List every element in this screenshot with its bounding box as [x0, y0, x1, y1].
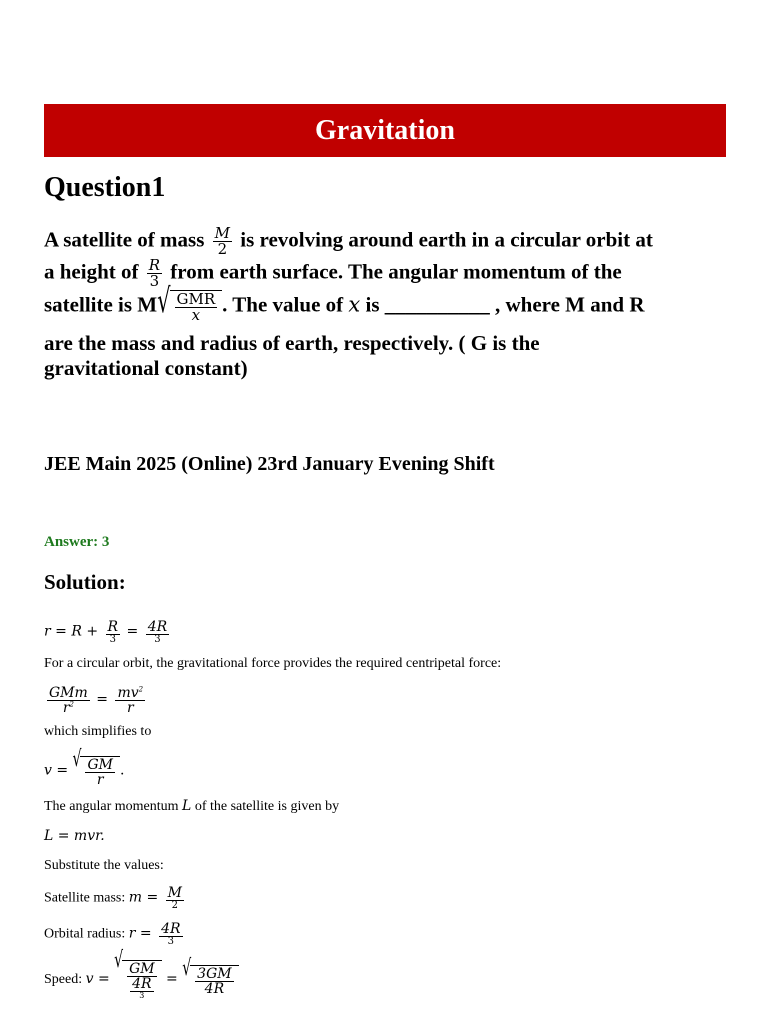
satellite-mass-line [44, 886, 734, 911]
equation-L: L = mvr. [44, 828, 105, 844]
equation-r [44, 620, 734, 645]
equation-force [44, 686, 734, 715]
question-line-5: gravitational constant) [44, 356, 248, 380]
question-line-4: are the mass and radius of earth, respectively. ( G is the [44, 331, 540, 355]
eq-part: v = [44, 762, 73, 779]
mass-fraction [213, 226, 232, 257]
sqrt-expression [157, 281, 222, 324]
eq-part: v = [85, 971, 115, 988]
fraction [159, 922, 182, 947]
topic-banner [44, 104, 726, 157]
text-part: of the satellite is given by [194, 799, 340, 814]
question-text-part: a height of [44, 259, 139, 284]
fraction-numerator: R [148, 256, 161, 274]
fraction-numerator: 4R [147, 619, 168, 635]
fraction-numerator: GM [87, 757, 113, 773]
label: Orbital radius: [44, 926, 126, 942]
fraction-numerator: 4R [132, 976, 152, 992]
radical-sign: √ [157, 281, 171, 321]
fraction [106, 620, 121, 645]
den-var: r [62, 700, 70, 716]
radical-sign: √ [182, 955, 192, 981]
fraction-numerator: 3GM [197, 965, 232, 982]
eq-part: r = [128, 925, 157, 942]
fraction-denominator: 3 [149, 272, 160, 290]
eq-part: = [96, 691, 113, 708]
num-var: mv [117, 685, 139, 701]
nested-fraction [130, 977, 153, 1000]
fraction [115, 686, 145, 715]
equation-v [44, 746, 734, 788]
eq-part: r = R + [44, 623, 103, 640]
label: Speed: [44, 972, 83, 988]
variable-L: L [182, 798, 192, 814]
question-line-3 [44, 281, 734, 330]
fraction-denominator: 3 [109, 634, 116, 645]
answer-label: Answer: 3 [44, 534, 110, 550]
sqrt-body [122, 960, 162, 1000]
line-substitute: Substitute the values: [44, 858, 164, 873]
fraction-numerator: GMR [176, 290, 216, 308]
line-simplifies: which simplifies to [44, 724, 152, 739]
fraction-denominator: 2 [217, 240, 228, 258]
radical-sign: √ [114, 948, 124, 974]
fraction-denominator: r [126, 700, 134, 716]
line-angular-momentum [44, 798, 734, 816]
variable-x: x [348, 292, 361, 317]
question-text-part: satellite is M [44, 292, 158, 317]
fraction-numerator: R [107, 619, 119, 635]
question-text-part: is __________ , where M and R [365, 292, 645, 317]
orbital-radius-line [44, 922, 734, 947]
eq-part: m = [128, 889, 163, 906]
question-text-part: is revolving around earth in a circular orbit at [240, 227, 653, 252]
speed-line [44, 948, 734, 1000]
text-part: The angular momentum [44, 799, 179, 814]
fraction [47, 686, 90, 715]
exponent: 2 [69, 700, 74, 709]
radical-sign: √ [72, 746, 82, 773]
sqrt-expression [182, 955, 238, 997]
question-heading: Question1 [44, 172, 166, 203]
solution-heading: Solution: [44, 570, 126, 594]
fraction-denominator: x [191, 306, 201, 324]
fraction-numerator [115, 686, 145, 701]
fraction [146, 620, 169, 645]
question-line-2 [44, 258, 734, 290]
fraction-denominator [128, 977, 155, 1000]
line-force: For a circular orbit, the gravitational force provides the required centripetal force: [44, 656, 502, 671]
eq-part: . [120, 762, 125, 779]
question-text-part: A satellite of mass [44, 227, 205, 252]
fraction [127, 962, 157, 1000]
question-text-part: from earth surface. The angular momentum of the [170, 259, 622, 284]
question-line-1 [44, 226, 734, 258]
fraction-numerator: M [167, 885, 183, 901]
eq-part: = [126, 623, 143, 640]
fraction-numerator: M [214, 224, 231, 242]
fraction-denominator: 4R [204, 980, 225, 997]
am-fraction [175, 292, 218, 323]
fraction-denominator: 3 [167, 936, 174, 947]
topic-title: Gravitation [315, 114, 455, 146]
fraction-numerator: GM [129, 961, 155, 977]
fraction-denominator: 3 [154, 634, 161, 645]
sqrt-body [190, 965, 238, 996]
fraction [195, 967, 233, 996]
fraction-denominator [61, 701, 76, 715]
question-text-part: . The value of [222, 292, 344, 317]
fraction [85, 758, 115, 787]
fraction [166, 886, 184, 911]
fraction-numerator: 4R [161, 921, 181, 937]
exponent: 2 [138, 685, 144, 694]
sqrt-expression [114, 948, 161, 1000]
label: Satellite mass: [44, 890, 126, 906]
fraction-denominator: 2 [171, 900, 179, 911]
sqrt-expression [72, 746, 120, 788]
fraction-numerator: GMm [49, 685, 88, 701]
fraction-denominator: 3 [139, 991, 145, 1000]
sqrt-body [170, 290, 223, 323]
fraction-denominator: r [96, 772, 104, 788]
exam-source: JEE Main 2025 (Online) 23rd January Evening Shift [44, 453, 495, 475]
eq-part: = [161, 971, 183, 988]
question-text [44, 226, 734, 380]
sqrt-body [80, 756, 120, 787]
